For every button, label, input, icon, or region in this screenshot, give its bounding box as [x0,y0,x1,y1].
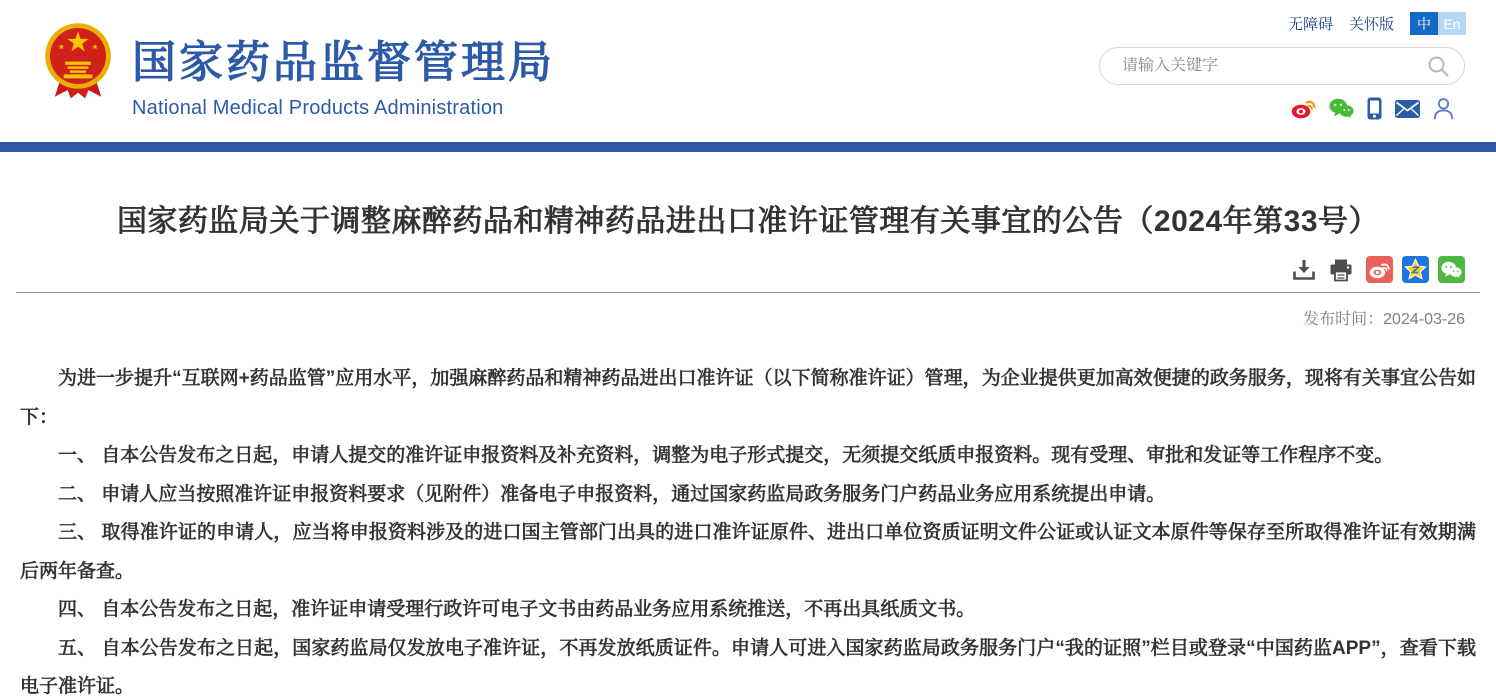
site-title-zh: 国家药品监督管理局 [132,38,555,87]
blue-divider-bar [0,142,1496,152]
search-bar [1099,47,1465,85]
utility-links [1288,12,1466,35]
paragraph-item-1: 一、 自本公告发布之日起，申请人提交的准许证申报资料及补充资料，调整为电子形式提交，无须提交纸质申报资料。现有受理、审批和发证等工作程序不变。 [58,445,1394,466]
paragraph-item-2: 二、 申请人应当按照准许证申报资料要求（见附件）准备电子申报资料，通过国家药监局政务服务门户药品业务应用系统提出申请。 [58,483,1166,505]
paragraph-item-3: 三、 取得准许证的申请人，应当将申报资料涉及的进口国主管部门出具的进口准许证原件、进出口单位资质证明文件公证或认证文本原件等保存至所取得准许证有效期满后两年备查。 [20,522,1476,582]
national-emblem-logo[interactable] [38,12,118,108]
header-social-icons [1291,97,1454,120]
paragraph-intro: 为进一步提升“互联网+药品监管”应用水平，加强麻醉药品和精神药品进出口准许证（以下简称准许证）管理，为企业提供更加高效便捷的政务服务，现将有关事宜公告如下： [20,368,1476,428]
search-icon[interactable] [1426,54,1450,78]
article-title: 国家药监局关于调整麻醉药品和精神药品进出口准许证管理有关事宜的公告（2024年第33号） [116,205,1380,238]
lang-zh-button[interactable]: 中 [1410,12,1438,35]
language-toggle [1410,12,1466,35]
main-content [0,196,1496,699]
download-icon[interactable] [1292,258,1316,282]
favorite-star-icon[interactable] [1402,256,1429,283]
share-weibo-icon[interactable] [1366,256,1393,283]
publish-date [16,306,1480,329]
publish-date-value: 2024-03-26 [1383,311,1465,328]
mobile-icon[interactable] [1367,97,1382,120]
article-body [16,360,1480,699]
print-icon[interactable] [1329,258,1353,282]
search-input[interactable] [1122,57,1426,75]
care-version-link[interactable]: 关怀版 [1348,16,1394,33]
mail-icon[interactable] [1395,100,1420,118]
site-titles [132,26,555,120]
article-toolbar [16,256,1480,283]
wechat-icon[interactable] [1329,98,1354,119]
accessibility-link[interactable]: 无障碍 [1287,16,1333,33]
user-icon[interactable] [1433,97,1454,120]
lang-en-button[interactable]: En [1438,12,1466,35]
title-divider [16,292,1480,293]
site-header [0,0,1496,142]
weibo-icon[interactable] [1291,98,1316,119]
site-title-en: National Medical Products Administration [132,97,504,119]
share-wechat-icon[interactable] [1438,256,1465,283]
paragraph-item-4: 四、 自本公告发布之日起，准许证申请受理行政许可电子文书由药品业务应用系统推送，不再出具纸质文书。 [58,599,976,620]
publish-date-label: 发布时间： [1303,311,1384,328]
paragraph-item-5: 五、 自本公告发布之日起，国家药监局仅发放电子准许证，不再发放纸质证件。申请人可进入国家药监局政务服务门户“我的证照”栏目或登录“中国药监APP”，查看下载电子准许证。 [20,637,1476,697]
